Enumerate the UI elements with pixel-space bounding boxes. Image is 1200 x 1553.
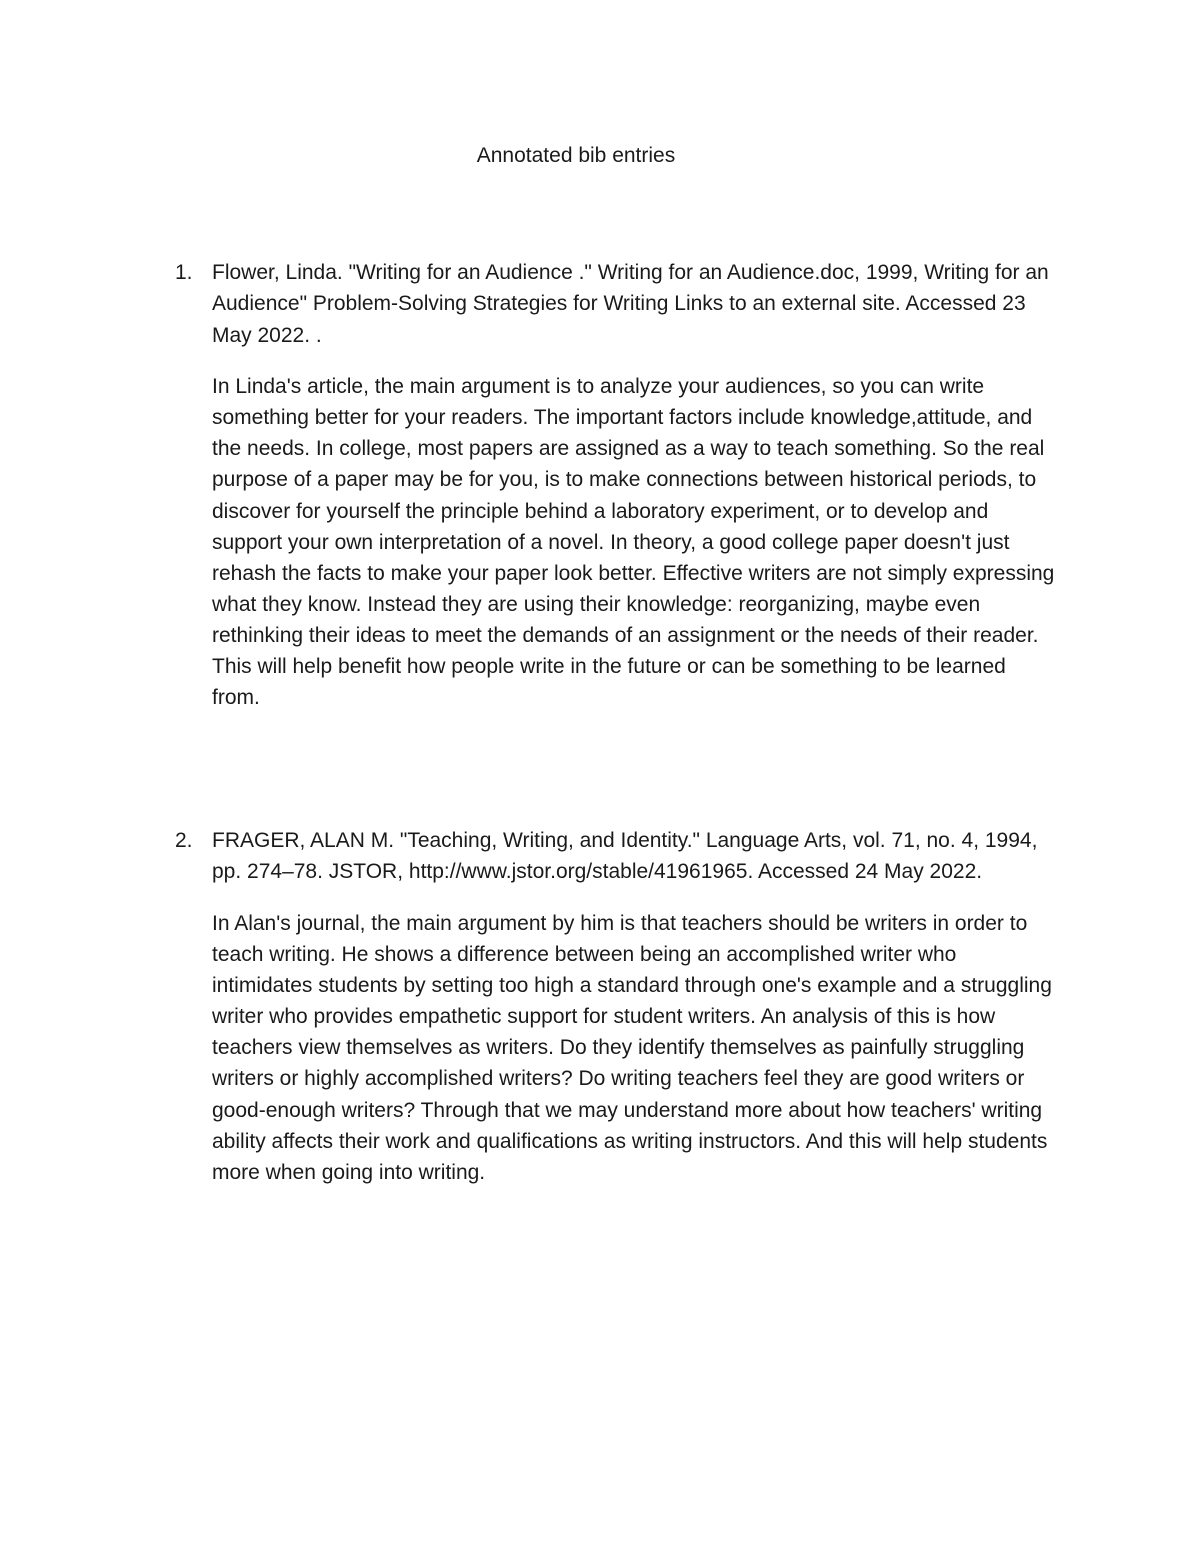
document-title: Annotated bib entries xyxy=(476,144,676,167)
entry-number: 2. xyxy=(175,829,193,852)
entry-body xyxy=(212,825,1058,1188)
entry-number: 1. xyxy=(175,261,193,284)
entry-citation: Flower, Linda. "Writing for an Audience ." Writing for an Audience.doc, 1999, Writing for an Audience" Problem-Solving Strategies for Writing Links to an external site. Accessed 23 May 2022. . xyxy=(212,261,1049,347)
annotation-text-start: In Alan's journal, the main argument by him is that teachers should be writers in order to xyxy=(212,911,1028,935)
entry-annotation: In Linda's article, the main argument is to analyze your audiences, so you can write something better for your readers. The important factors include knowledge,attitude, and the needs. In college, most papers are assigned as a way to teach something. So the real purpose of a paper may be for you, is to make connections between historical periods, to discover for yourself the principle behind a laboratory experiment, or to develop and support your own interpretation of a novel. In theory, a good college paper doesn't just rehash the facts to make your paper look better. Effective writers are not simply expressing what they know. Instead they are using their knowledge: reorganizing, maybe even rethinking their ideas to meet the demands of an assignment or the needs of their reader. This will help benefit how people write in the future or can be something to be learned from. xyxy=(212,374,1055,710)
entry-citation: FRAGER, ALAN M. "Teaching, Writing, and Identity." Language Arts, vol. 71, no. 4, 1994, pp. 274–78. JSTOR, http://www.jstor.org/stable/41961965. Accessed 24 May 2022. xyxy=(212,829,1038,884)
annotation-text-rest: teach writing. He shows a difference between being an accomplished writer who intimidates students by setting too high a standard through one's example and a struggling writer who provides empathetic support for student writers. An analysis of this is how teachers view themselves as writers. Do they identify themselves as painfully struggling writers or highly accomplished writers? Do writing teachers feel they are good writers or good-enough writers? Through that we may understand more about how teachers' writing ability affects their work and qualifications as writing instructors. And this will help students more when going into writing. xyxy=(212,942,1052,1184)
entry-body xyxy=(212,257,1058,714)
entry-annotation xyxy=(212,908,1058,1188)
